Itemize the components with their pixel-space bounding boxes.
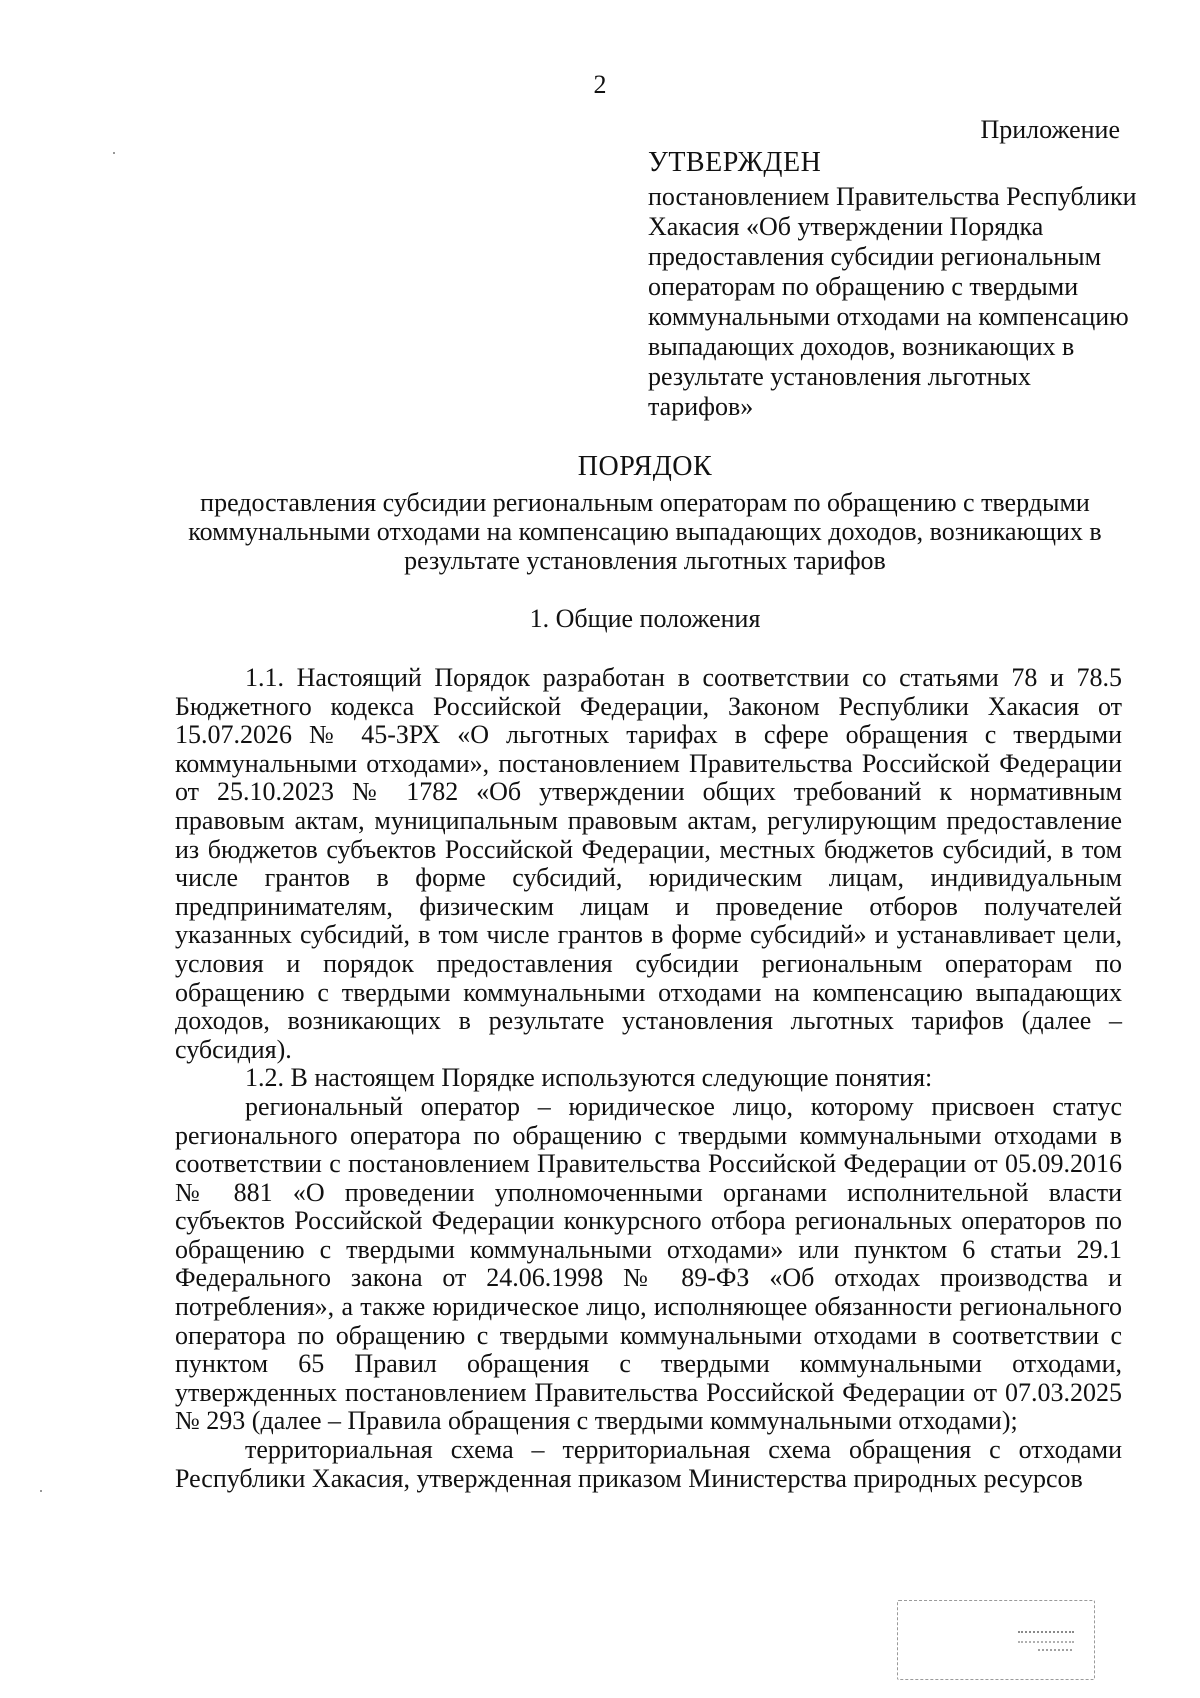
scan-speck: [113, 152, 115, 154]
document-title: ПОРЯДОК: [577, 451, 713, 482]
stamp-mark: [1018, 1631, 1074, 1643]
appendix-label: Приложение: [980, 115, 1120, 144]
definition-regional-operator: региональный оператор – юридическое лицо, которому присвоен статус регионального оператора по обращению с твердыми коммунальными отходами в соответствии с постановлением Правительства Российской Федерации от 05.09.2016 № 881 «О проведении уполномоченными органами исполнительной власти субъектов Российской Федерации конкурсного отбора региональных операторов по обращению с твердыми коммунальными отходами» или пунктом 6 статьи 29.1 Федерального закона от 24.06.1998 № 89-ФЗ «Об отходах производства и потребления», а также юридическое лицо, исполняющее обязанности регионального оператора по обращению с твердыми коммунальными отходами в соответствии с пунктом 65 Правил обращения с твердыми коммунальными отходами, утвержденных постановлением Правительства Российской Федерации от 07.03.2025 № 293 (далее – Правила обращения с твердыми коммунальными отходами);: [175, 1091, 1122, 1436]
scan-speck: [40, 1490, 42, 1492]
document-subtitle: предоставления субсидии региональным операторам по обращению с твердыми коммунальными отходами на компенсацию выпадающих доходов, возникающих в результате установления льготных тарифов: [188, 488, 1102, 575]
approval-basis: постановлением Правительства Республики Хакасия «Об утверждении Порядка предоставления субсидии региональным операторам по обращению с твердыми коммунальными отходами на компенсацию выпадающих доходов, возникающих в результате установления льготных тарифов»: [648, 182, 1137, 421]
definition-territorial-scheme: территориальная схема – территориальная схема обращения с отходами Республики Хакасия, утвержденная приказом Министерства природных ресурсов: [175, 1435, 1122, 1493]
approval-heading: УТВЕРЖДЕН: [648, 147, 822, 178]
paragraph-1-1: 1.1. Настоящий Порядок разработан в соответствии со статьями 78 и 78.5 Бюджетного кодекса Российской Федерации, Законом Республики Хакасия от 15.07.2026 № 45-ЗРХ «О льготных тарифах в сфере обращения с твердыми коммунальными отходами», постановлением Правительства Российской Федерации от 25.10.2023 № 1782 «Об утверждении общих требований к нормативным правовым актам, муниципальным правовым актам, регулирующим предоставление из бюджетов субъектов Российской Федерации, местных бюджетов субсидий, в том числе грантов в форме субсидий, юридическим лицам, индивидуальным предпринимателям, физическим лицам и проведение отборов получателей указанных субсидий, в том числе грантов в форме субсидий» и устанавливает цели, условия и порядок предоставления субсидии региональным операторам по обращению с твердыми коммунальными отходами на компенсацию выпадающих доходов, возникающих в результате установления льготных тарифов (далее – субсидия).: [175, 663, 1122, 1064]
approval-block: [648, 146, 1138, 422]
stamp-mark: [1038, 1649, 1072, 1655]
section-heading: 1. Общие положения: [529, 604, 761, 633]
section-body: [175, 664, 1122, 1493]
paragraph-1-2: 1.2. В настоящем Порядке используются следующие понятия:: [245, 1063, 933, 1093]
page-number: 2: [593, 70, 607, 99]
registration-stamp: [897, 1600, 1095, 1680]
